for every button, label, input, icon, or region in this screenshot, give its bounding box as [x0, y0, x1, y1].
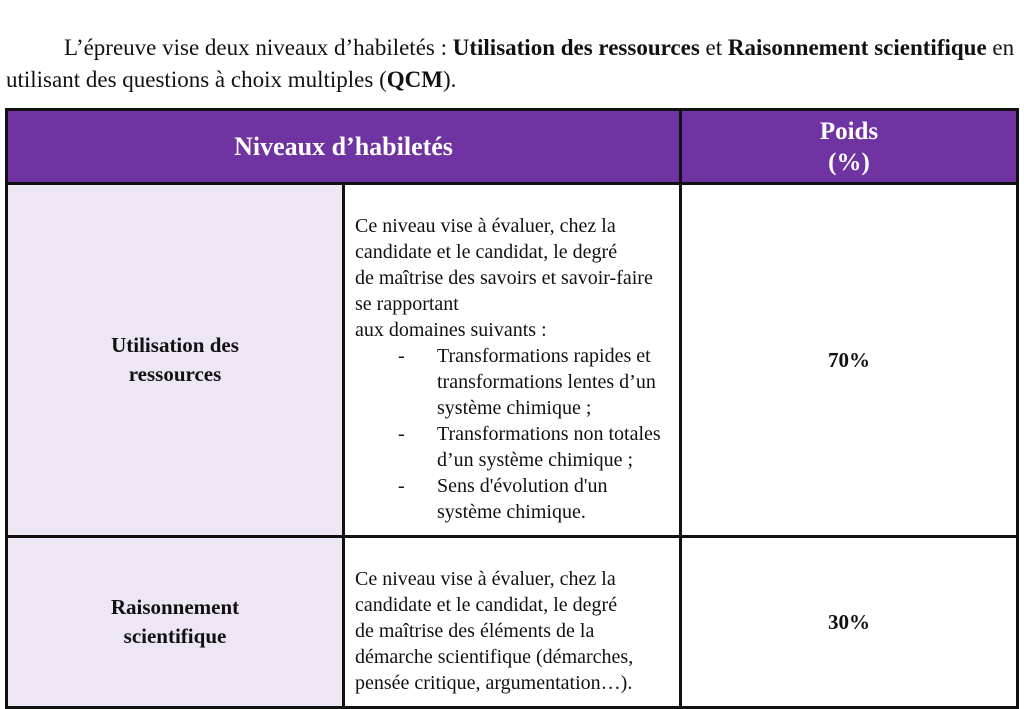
resources-description-line-2: de maîtrise des savoirs et savoir-faire se rapportant	[355, 267, 653, 315]
bullet-dash: -	[398, 423, 405, 445]
skills-weight-table	[5, 108, 1019, 709]
weight-header-line-2: (%)	[828, 148, 870, 176]
reasoning-weight-cell: 30%	[681, 537, 1018, 708]
resources-description-cell	[344, 184, 681, 537]
reasoning-label-line-1: Raisonnement	[110, 595, 240, 619]
reasoning-description-line-3: pensée critique, argumentation…).	[355, 672, 633, 694]
levels-header: Niveaux d’habiletés	[7, 110, 681, 184]
resources-weight-cell: 70%	[681, 184, 1018, 537]
table-body	[7, 184, 1018, 708]
list-item-evolution-direction	[355, 473, 669, 525]
header-row	[7, 110, 1018, 184]
resources-description-line-3: aux domaines suivants :	[355, 319, 547, 341]
reasoning-label-cell	[7, 537, 344, 708]
reasoning-label-line-2: scientifique	[123, 624, 227, 648]
bullet-text-line: système chimique ;	[437, 397, 592, 419]
intro-suffix: ).	[442, 67, 457, 92]
reasoning-description-cell	[344, 537, 681, 708]
list-item-transformations-speed	[355, 343, 669, 421]
resources-label-line-1: Utilisation des	[111, 333, 239, 357]
bullet-text-line: Sens d'évolution d'un système chimique.	[437, 475, 608, 523]
resources-description-line-1: Ce niveau vise à évaluer, chez la candidate et le candidat, le degré	[355, 215, 618, 263]
table-row-scientific-reasoning	[7, 537, 1018, 708]
intro-middle: en utilisant des questions à choix multiples (	[6, 35, 1015, 92]
table-header	[7, 110, 1018, 184]
bullet-text-line: Transformations rapides et transformations lentes d’un	[437, 345, 656, 393]
resources-label-cell	[7, 184, 344, 537]
intro-paragraph	[6, 32, 1018, 96]
reasoning-description-line-2: de maîtrise des éléments de la démarche scientifique (démarches,	[355, 620, 634, 668]
reasoning-description-line-1: Ce niveau vise à évaluer, chez la candidate et le candidat, le degré	[355, 568, 618, 616]
weight-header-line-1: Poids	[819, 117, 879, 145]
table-row-resources	[7, 184, 1018, 537]
bullet-dash: -	[398, 345, 405, 367]
list-item-non-total-transformations	[355, 421, 669, 473]
bullet-text-line: Transformations non totales d’un système chimique ;	[437, 423, 661, 471]
resources-label-line-2: ressources	[128, 362, 222, 386]
bullet-dash: -	[398, 475, 405, 497]
intro-qcm: QCM	[386, 67, 443, 92]
resources-bullet-list	[355, 343, 669, 525]
intro-connector: et	[699, 35, 728, 60]
intro-skill-one: Utilisation des ressources	[452, 35, 700, 60]
intro-prefix: L’épreuve vise deux niveaux d’habiletés :	[64, 35, 453, 60]
intro-skill-two: Raisonnement scientifique	[727, 35, 987, 60]
weight-header	[681, 110, 1018, 184]
